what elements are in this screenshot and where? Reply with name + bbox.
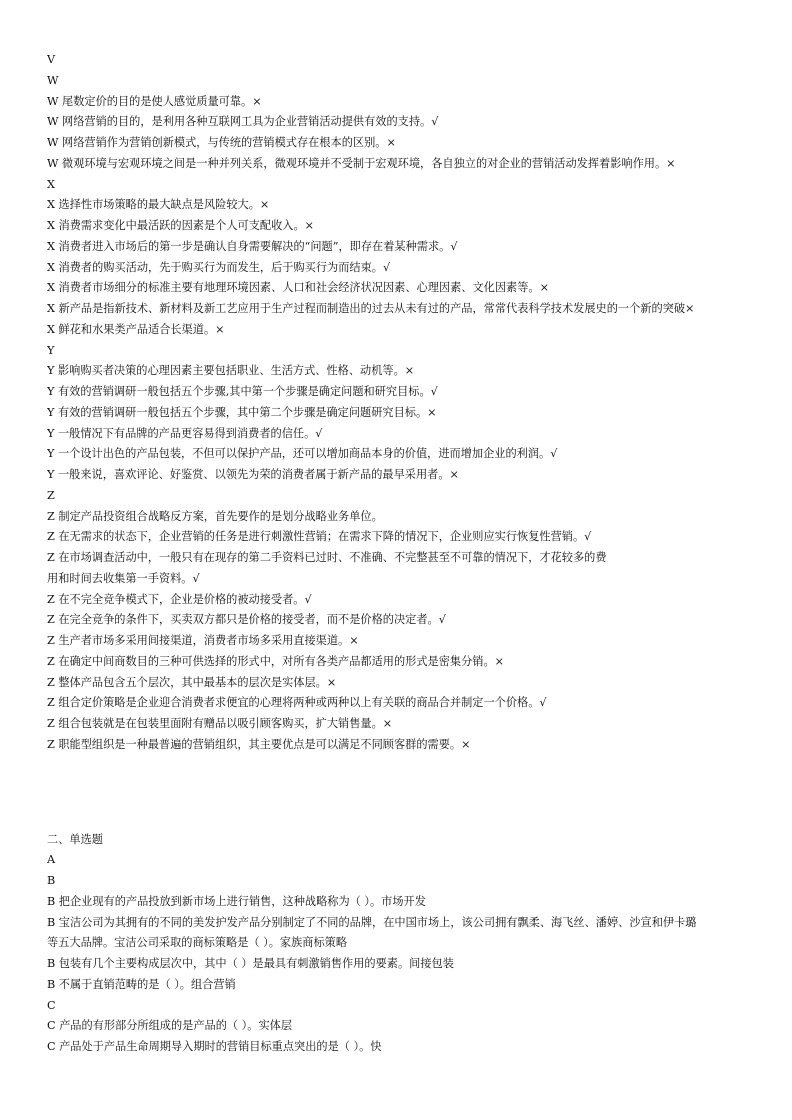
text-line: B [47, 874, 56, 887]
text-line: Y 影响购买者决策的心理因素主要包括职业、生活方式、性格、动机等。× [47, 364, 415, 378]
text-line: Z 在不完全竞争模式下，企业是价格的被动接受者。√ [47, 592, 312, 606]
text-line: 用和时间去收集第一手资料。√ [47, 571, 200, 585]
text-line: X 新产品是指新技术、新材料及新工艺应用于生产过程而制造出的过去从未有过的产品，常常代表科学技术发展史的一个新的突破× [47, 302, 695, 315]
text-line: W [47, 73, 59, 87]
text-line: Y [47, 343, 55, 357]
text-line: X 鲜花和水果类产品适合长渠道。× [47, 322, 225, 336]
text-line: Z 职能型组织是一种最普遍的营销组织，其主要优点是可以满足不同顾客群的需要。× [47, 737, 471, 751]
text-line: Z 在市场调查活动中，一般只有在现存的第二手资料已过时、不准确、不完整甚至不可靠的情况下，才花较多的费 [47, 551, 607, 564]
text-line: B 宝洁公司为其拥有的不同的美发护发产品分别制定了不同的品牌，在中国市场上，该公司拥有飘柔、海飞丝、潘婷、沙宣和伊卡璐 [47, 915, 697, 929]
text-line: Z 制定产品投资组合战略反方案，首先要作的是划分战略业务单位。 [47, 509, 383, 523]
text-line: X 消费者市场细分的标准主要有地理环境因素、人口和社会经济状况因素、心理因素、文化因素等。× [47, 281, 549, 295]
text-line: V [47, 53, 56, 66]
section-title: 二、单选题 [47, 832, 103, 846]
text-line: X 消费者的购买活动，先于购买行为而发生，后于购买行为而结束。√ [47, 260, 391, 274]
text-line: B 包装有几个主要构成层次中，其中（ ）是最具有刺激销售作用的要素。间接包装 [47, 957, 454, 970]
text-line: 等五大品牌。宝洁公司采取的商标策略是（ ）。家族商标策略 [47, 936, 348, 950]
text-line: Y 有效的营销调研一般包括五个步骤，其中第二个步骤是确定问题研究目标。× [47, 405, 437, 419]
text-line: C 产品处于产品生命周期导入期时的营销目标重点突出的是（ ）。快 [47, 1040, 382, 1053]
text-line: X 消费者进入市场后的第一步是确认自身需要解决的“问题”，即存在着某种需求。√ [47, 239, 458, 253]
text-line: Y 一般情况下有品牌的产品更容易得到消费者的信任。√ [47, 426, 323, 440]
text-line: W 网络营销作为营销创新模式，与传统的营销模式存在根本的区别。× [47, 136, 396, 149]
text-line: X [47, 177, 55, 191]
text-line: Z [47, 488, 55, 502]
text-line: C [47, 998, 56, 1012]
section-spacer [47, 756, 747, 830]
text-line: C 产品的有形部分所组成的是产品的（ ）。实体层 [47, 1019, 293, 1033]
text-line: Y 有效的营销调研一般包括五个步骤,其中第一个步骤是确定问题和研究目标。√ [47, 385, 438, 398]
text-line: Z 组合定价策略是企业迎合消费者求便宜的心理将两种或两种以上有关联的商品合并制定一个价格。√ [47, 696, 547, 710]
text-line: A [47, 853, 56, 867]
text-line: Z 生产者市场多采用间接渠道，消费者市场多采用直接渠道。× [47, 634, 359, 647]
text-line: Z 组合包装就是在包装里面附有赠品以吸引顾客购买，扩大销售量。× [47, 717, 393, 730]
text-line: Z 整体产品包含五个层次，其中最基本的层次是实体层。× [47, 675, 337, 689]
document-page [47, 50, 747, 1058]
text-line: Z 在无需求的状态下，企业营销的任务是进行刺激性营销；在需求下降的情况下，企业则应实行恢复性营销。√ [47, 530, 592, 544]
text-line: B 不属于直销范畴的是（ ）。组合营销 [47, 977, 236, 991]
text-line: Z 在完全竞争的条件下，买卖双方都只是价格的接受者，而不是价格的决定者。√ [47, 613, 446, 627]
text-line: Y 一般来说，喜欢评论、好鉴赏、以领先为荣的消费者属于新产品的最早采用者。× [47, 468, 459, 481]
text-line: W 网络营销的目的，是利用各种互联网工具为企业营销活动提供有效的支持。√ [47, 115, 439, 129]
text-line: W 微观环境与宏观环境之间是一种并列关系，微观环境并不受制于宏观环境，各自独立的对企业的营销活动发挥着影响作用。× [47, 156, 676, 170]
text-line: Y 一个设计出色的产品包装，不但可以保护产品，还可以增加商品本身的价值，进而增加企业的利润。√ [47, 447, 558, 461]
text-line: X 消费需求变化中最活跃的因素是个人可支配收入。× [47, 219, 315, 232]
text-line: B 把企业现有的产品投放到新市场上进行销售，这种战略称为（ ）。市场开发 [47, 894, 426, 908]
choice-section [47, 850, 747, 1058]
text-line: X 选择性市场策略的最大缺点是风险较大。× [47, 198, 270, 212]
judgment-section [47, 50, 747, 756]
text-line: Z 在确定中间商数目的三种可供选择的形式中，对所有各类产品都适用的形式是密集分销。× [47, 654, 505, 668]
text-line: W 尾数定价的目的是使人感觉质量可靠。× [47, 94, 262, 108]
